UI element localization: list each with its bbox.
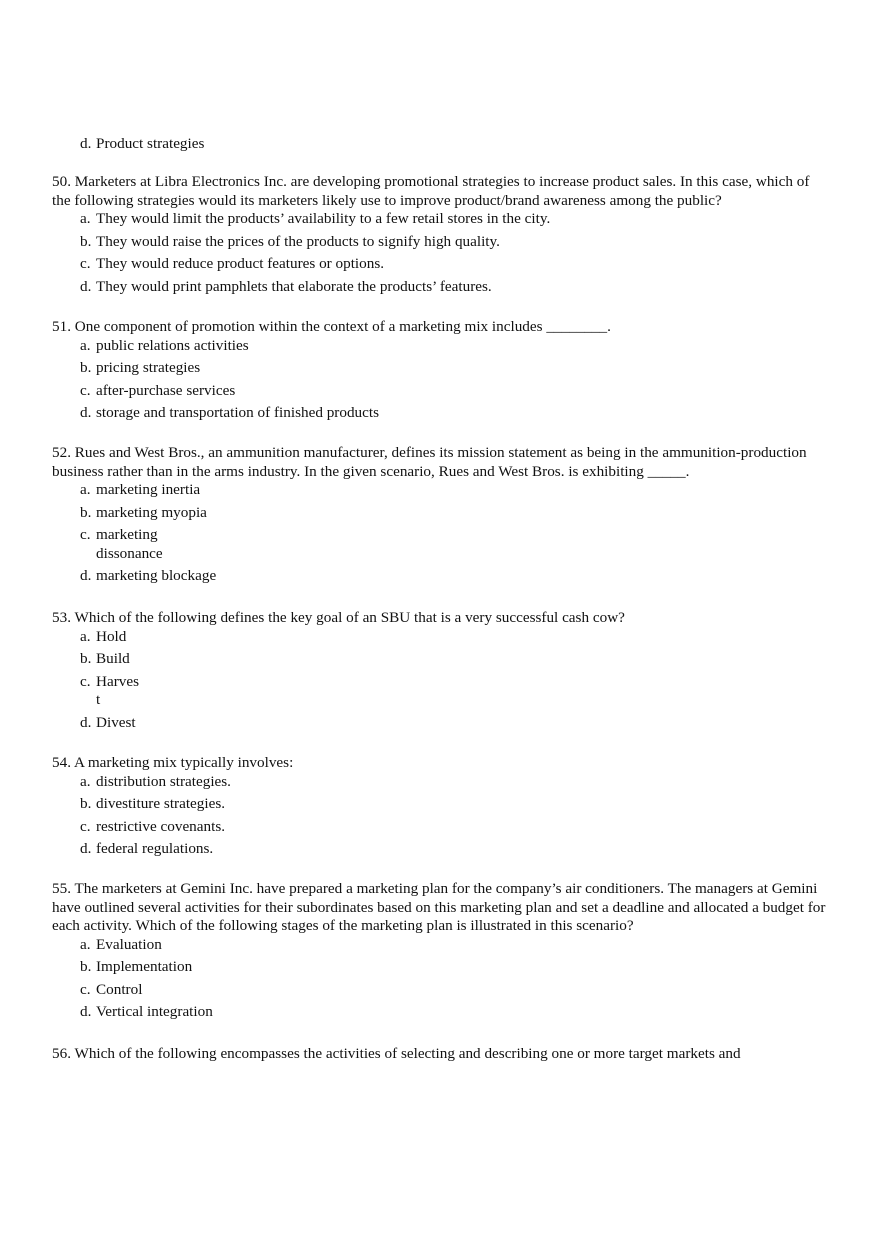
option-text: Evaluation bbox=[96, 935, 162, 953]
option-letter: d. bbox=[80, 1003, 92, 1020]
option-letter: c. bbox=[80, 255, 91, 272]
option-text: storage and transportation of finished products bbox=[96, 404, 380, 421]
option-text: after-purchase services bbox=[96, 381, 236, 399]
option-letter: c. bbox=[80, 817, 91, 835]
option-letter: c. bbox=[80, 980, 91, 998]
option-a bbox=[52, 773, 828, 792]
carryover-option bbox=[52, 135, 828, 154]
option-b bbox=[52, 233, 828, 252]
option-text: marketing myopia bbox=[96, 503, 207, 521]
option-a bbox=[52, 337, 828, 356]
option-b bbox=[52, 359, 828, 378]
option-letter: d. bbox=[80, 840, 92, 857]
question-stem: 50. Marketers at Libra Electronics Inc. are developing promotional strategies to increase product sales. In this case, which of the following strategies would its marketers likely use to improve product/brand awareness among the public? bbox=[52, 173, 810, 209]
option-text: Hold bbox=[96, 627, 127, 645]
option-text: They would print pamphlets that elaborate the products’ features. bbox=[96, 277, 492, 295]
option-text: Control bbox=[96, 980, 143, 998]
option-letter: b. bbox=[80, 795, 92, 812]
option-letter: c. bbox=[80, 381, 91, 399]
option-d bbox=[52, 567, 828, 586]
option-text: Harvest bbox=[96, 672, 140, 708]
option-letter: a. bbox=[80, 210, 91, 227]
option-text: They would reduce product features or options. bbox=[96, 255, 385, 272]
option-text: marketing dissonance bbox=[96, 526, 163, 562]
option-letter: b. bbox=[80, 503, 92, 521]
option-letter: b. bbox=[80, 958, 92, 975]
option-b bbox=[52, 504, 828, 523]
question-stem: 52. Rues and West Bros., an ammunition manufacturer, defines its mission statement as being in the ammunition-production business rather than in the arms industry. In the given scenario, Rues and West Bros. is exhibiting _____. bbox=[52, 444, 807, 480]
option-text: pricing strategies bbox=[96, 359, 201, 376]
question-stem: 53. Which of the following defines the key goal of an SBU that is a very successful cash cow? bbox=[52, 609, 625, 626]
option-c bbox=[52, 382, 828, 401]
option-text: Vertical integration bbox=[96, 1003, 213, 1020]
option-text: Implementation bbox=[96, 958, 193, 975]
option-text: public relations activities bbox=[96, 336, 249, 354]
option-letter: b. bbox=[80, 359, 92, 376]
option-c bbox=[52, 673, 828, 710]
option-b bbox=[52, 958, 828, 977]
option-letter: a. bbox=[80, 481, 91, 498]
option-letter: a. bbox=[80, 336, 91, 354]
option-letter: c. bbox=[80, 526, 91, 543]
option-text: marketing blockage bbox=[96, 567, 217, 584]
option-a bbox=[52, 628, 828, 647]
question-52 bbox=[52, 444, 828, 586]
option-text: They would limit the products’ availability to a few retail stores in the city. bbox=[96, 210, 551, 227]
option-d bbox=[52, 278, 828, 297]
option-text: restrictive covenants. bbox=[96, 817, 226, 835]
option-letter: a. bbox=[80, 627, 91, 645]
option-text: They would raise the prices of the products to signify high quality. bbox=[96, 232, 500, 250]
option-letter: b. bbox=[80, 232, 92, 250]
question-54 bbox=[52, 754, 828, 859]
option-letter: c. bbox=[80, 672, 91, 690]
option-letter: d. bbox=[80, 567, 92, 584]
option-d bbox=[52, 404, 828, 423]
option-letter: d. bbox=[80, 277, 92, 295]
question-51 bbox=[52, 318, 828, 423]
option-a bbox=[52, 936, 828, 955]
option-letter: d. bbox=[80, 135, 92, 152]
option-c bbox=[52, 526, 828, 563]
question-stem: 55. The marketers at Gemini Inc. have prepared a marketing plan for the company’s air conditioners. The managers at Gemini have outlined several activities for their subordinates based on this marketing plan and set a deadline and allocated a budget for each activity. Which of the following stages of the marketing plan is illustrated in this scenario? bbox=[52, 880, 826, 934]
question-stem: 56. Which of the following encompasses the activities of selecting and describing one or more target markets and bbox=[52, 1045, 741, 1062]
question-53 bbox=[52, 609, 828, 732]
question-stem: 51. One component of promotion within the context of a marketing mix includes ________. bbox=[52, 318, 611, 335]
option-d bbox=[52, 840, 828, 859]
option-letter: a. bbox=[80, 772, 91, 790]
option-c bbox=[52, 981, 828, 1000]
option-text: Product strategies bbox=[96, 135, 205, 152]
option-text: marketing inertia bbox=[96, 481, 201, 498]
option-letter: b. bbox=[80, 650, 92, 667]
option-d bbox=[52, 714, 828, 733]
option-text: federal regulations. bbox=[96, 840, 214, 857]
question-50 bbox=[52, 173, 828, 296]
option-c bbox=[52, 255, 828, 274]
option-text: Build bbox=[96, 650, 130, 667]
option-a bbox=[52, 210, 828, 229]
option-text: divestiture strategies. bbox=[96, 795, 226, 812]
option-d bbox=[52, 135, 828, 154]
option-letter: d. bbox=[80, 404, 92, 421]
option-b bbox=[52, 650, 828, 669]
option-d bbox=[52, 1003, 828, 1022]
option-text: Divest bbox=[96, 713, 136, 731]
option-letter: d. bbox=[80, 713, 92, 731]
option-text: distribution strategies. bbox=[96, 772, 231, 790]
option-a bbox=[52, 481, 828, 500]
question-stem: 54. A marketing mix typically involves: bbox=[52, 754, 294, 771]
option-b bbox=[52, 795, 828, 814]
question-55 bbox=[52, 880, 828, 1022]
option-letter: a. bbox=[80, 935, 91, 953]
question-56 bbox=[52, 1045, 828, 1064]
option-c bbox=[52, 818, 828, 837]
